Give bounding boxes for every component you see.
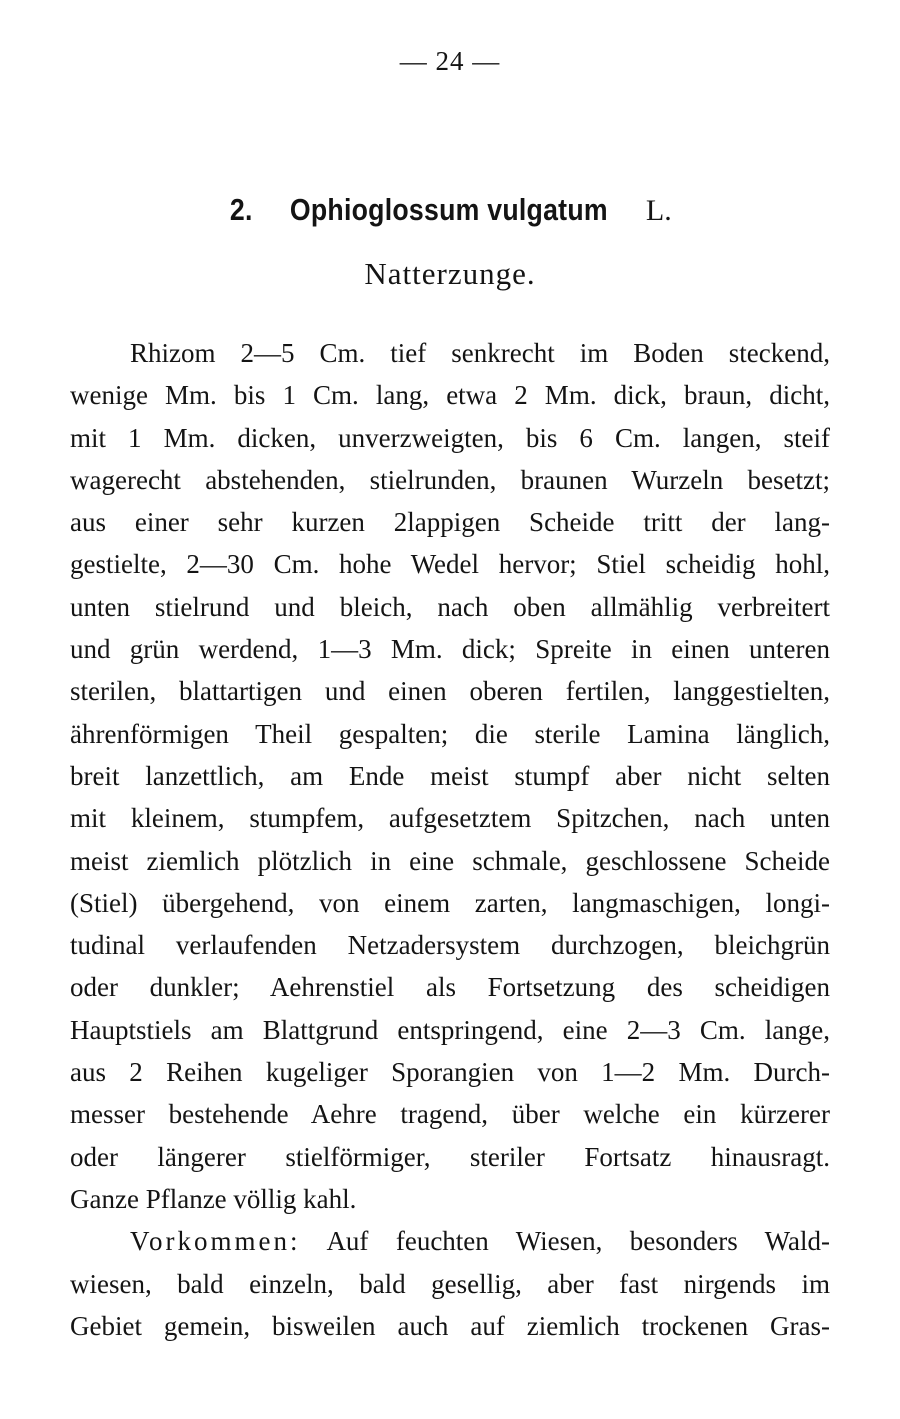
text-line: und grün werdend, 1—3 Mm. dick; Spreite in einen unteren xyxy=(70,634,830,665)
species-author: L. xyxy=(645,194,672,227)
page-number: — 24 — xyxy=(399,46,501,76)
text-line: aus 2 Reihen kugeliger Sporangien von 1—2 Mm. Durch- xyxy=(70,1057,830,1088)
text-line: sterilen, blattartigen und einen oberen fertilen, langgestielten, xyxy=(70,676,830,707)
text-line: Ganze Pflanze völlig kahl. xyxy=(70,1183,357,1214)
occurrence-label: Vorkommen: xyxy=(130,1226,301,1257)
occurrence-paragraph xyxy=(70,1220,830,1347)
text-line: ährenförmigen Theil gespalten; die sterile Lamina länglich, xyxy=(70,718,830,749)
text-line: wenige Mm. bis 1 Cm. lang, etwa 2 Mm. dick, braun, dicht, xyxy=(70,380,830,411)
occurrence-text: Auf feuchten Wiesen, besonders Wald- xyxy=(326,1226,830,1257)
text-line: mit 1 Mm. dicken, unverzweigten, bis 6 Cm. langen, steif xyxy=(70,422,830,453)
species-name: Ophioglossum vulgatum xyxy=(290,192,609,227)
text-line xyxy=(70,1220,830,1262)
text-line: (Stiel) übergehend, von einem zarten, langmaschigen, longi- xyxy=(70,887,830,918)
text-line: mit kleinem, stumpfem, aufgesetztem Spitzchen, nach unten xyxy=(70,803,830,834)
text-line: oder dunkler; Aehrenstiel als Fortsetzung des scheidigen xyxy=(70,972,830,1003)
text-line: Hauptstiels am Blattgrund entspringend, eine 2—3 Cm. lange, xyxy=(70,1014,830,1045)
text-line: wiesen, bald einzeln, bald gesellig, aber fast nirgends im xyxy=(70,1268,830,1299)
text-line: breit lanzettlich, am Ende meist stumpf aber nicht selten xyxy=(70,760,830,791)
text-line: Rhizom 2—5 Cm. tief senkrecht im Boden steckend, xyxy=(130,338,830,368)
text-line: unten stielrund und bleich, nach oben allmählig verbreitert xyxy=(70,591,830,622)
species-number: 2. xyxy=(230,192,253,227)
text-line: oder längerer stielförmiger, steriler Fortsatz hinausragt. xyxy=(70,1141,830,1172)
description-paragraph xyxy=(70,332,830,1220)
common-name: Natterzunge. xyxy=(364,256,536,291)
text-line: aus einer sehr kurzen 2lappigen Scheide tritt der lang- xyxy=(70,507,830,538)
species-heading xyxy=(0,192,900,228)
body-text xyxy=(70,332,830,1347)
text-line: wagerecht abstehenden, stielrunden, braunen Wurzeln besetzt; xyxy=(70,464,830,495)
text-line: meist ziemlich plötzlich in eine schmale, geschlossene Scheide xyxy=(70,845,830,876)
text-line: tudinal verlaufenden Netzadersystem durchzogen, bleichgrün xyxy=(70,930,830,961)
text-line: gestielte, 2—30 Cm. hohe Wedel hervor; Stiel scheidig hohl, xyxy=(70,549,830,580)
text-line: Gebiet gemein, bisweilen auch auf ziemlich trockenen Gras- xyxy=(70,1310,830,1341)
text-line: messer bestehende Aehre tragend, über welche ein kürzerer xyxy=(70,1099,830,1130)
